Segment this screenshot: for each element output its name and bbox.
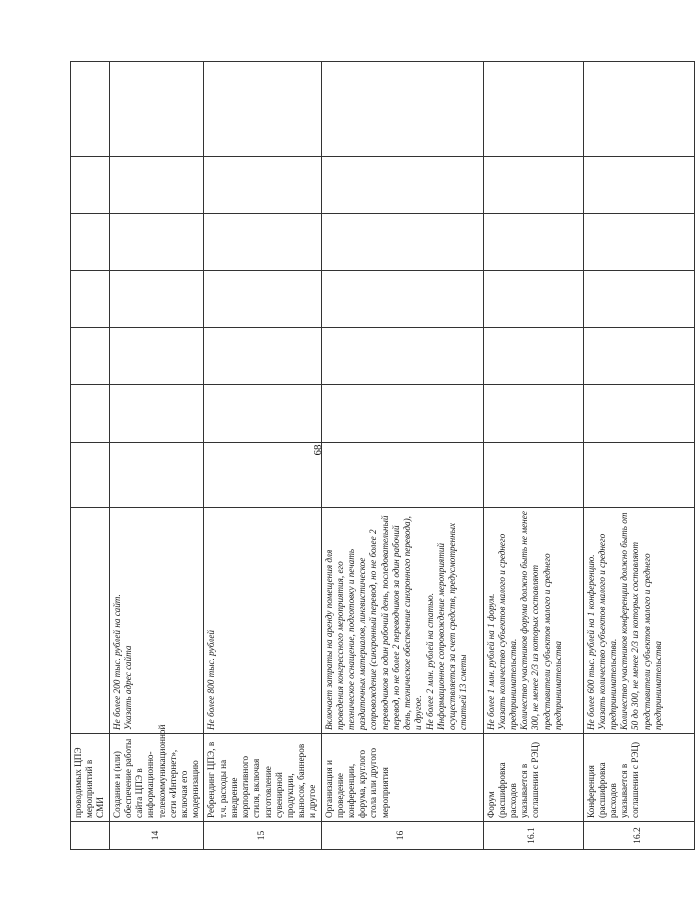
requirement-line: Не более 2 млн. рублей на статью. (424, 592, 435, 730)
requirements-cell (583, 508, 694, 734)
expense-name: Ребрендинг ЦПЭ, в т.ч. расходы на внедрение корпоративного стиля, включая изготовление сувенирной продукции, выносок, баннеров и другое (204, 734, 321, 822)
requirements-cell (71, 508, 110, 734)
expense-name: проводимых ЦПЭ мероприятий в СМИ (71, 734, 110, 822)
requirements-cell (109, 508, 204, 734)
requirement-line: Указать количество субъектов малого и среднего предпринимательства. (496, 533, 519, 730)
page-number: 68 (312, 444, 324, 456)
requirements-cell (483, 508, 583, 734)
row-number: 15 (204, 822, 321, 850)
requirement-line: Указать количество субъектов малого и среднего предпринимательства. (596, 533, 619, 730)
requirement-line: Включает затраты на аренду помещения для проведения конгрессного мероприятия, его техническое оснащение, подготовку и печать раздаточных материалов, лингвистическое сопровождение (синхронный перевод, но не более 2 переводчиков за один рабочий день, последовательный перевод, но не более 2 переводчиков за один рабочий день, техническое обеспечение синхронного перевода), и другое. (323, 515, 424, 730)
requirement-line: Количество участников конференции должно быть от 50 до 300, не менее 2/3 из которых составляют представители субъектов малого и среднего предпринимательства (619, 512, 663, 730)
table-row (109, 62, 204, 850)
requirement-line: Указать адрес сайта (122, 645, 133, 730)
table-row (71, 62, 110, 850)
row-number: 14 (109, 822, 204, 850)
rotated-table-area (70, 62, 663, 850)
requirement-line: Количество участников форума должно быть не менее 300, не менее 2/3 из которых составляют представители субъектов малого и среднего предпринимательства (519, 511, 563, 730)
requirements-cell (204, 508, 321, 734)
requirement-line: Не более 200 тыс. рублей на сайт. (111, 594, 122, 730)
table-row (204, 62, 321, 850)
expense-name: Форум (расшифровка расходов указывается в соглашении с РЭЦ) (483, 734, 583, 822)
requirement-line: Не более 600 тыс. рублей на 1 конференцию. (585, 554, 596, 730)
table-row (321, 62, 483, 850)
requirement-line: Не более 800 тыс. рублей (206, 629, 217, 730)
requirements-cell (321, 508, 483, 734)
row-number (71, 822, 110, 850)
requirement-line: Информационное сопровождение мероприятий осуществляется за счет средств, предусмотренных статьей 13 сметы (435, 522, 469, 730)
table-row (583, 62, 694, 850)
expense-name: Создание и (или) обеспечение работы сайта ЦПЭ в информационно-телекоммуникационной сети «Интернет», включая его модернизацию (109, 734, 204, 822)
requirement-line: Не более 1 млн. рублей на 1 форум. (485, 593, 496, 730)
row-number: 16.1 (483, 822, 583, 850)
row-number: 16 (321, 822, 483, 850)
expense-name: Организация и проведение конференции, форума, круглого стола или другого мероприятия (321, 734, 483, 822)
table-row (483, 62, 583, 850)
row-number: 16.2 (583, 822, 694, 850)
expense-table (70, 61, 695, 850)
expense-name: Конференция (расшифровка расходов указывается в соглашении с РЭЦ) (583, 734, 694, 822)
